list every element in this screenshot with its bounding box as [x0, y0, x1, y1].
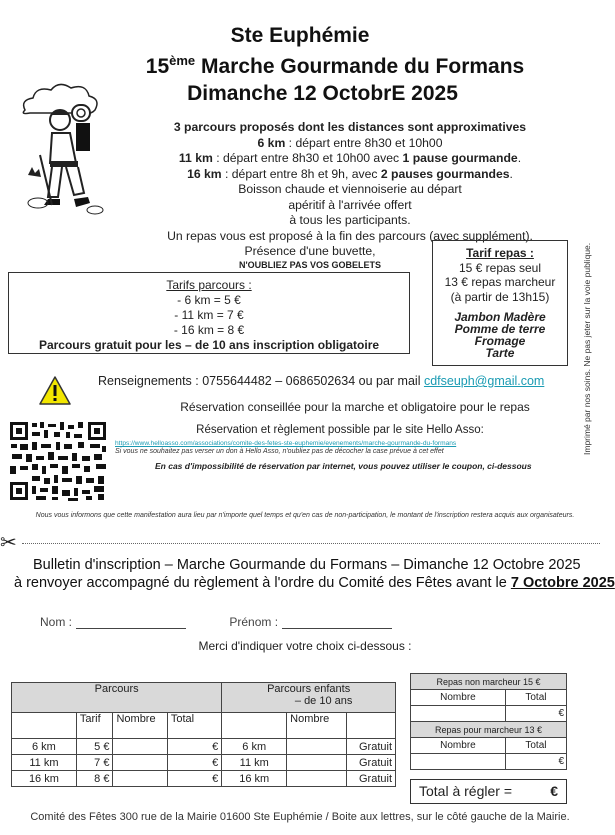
- cell-child-price: Gratuit: [346, 771, 395, 787]
- cell-child-km: 6 km: [222, 739, 287, 755]
- route-km: 16 km: [187, 166, 222, 181]
- cell-km: 11 km: [12, 755, 77, 771]
- intro-heading: 3 parcours proposés dont les distances sont approximatives: [173, 120, 527, 134]
- route-end: .: [517, 151, 522, 165]
- cell-child-nombre-input[interactable]: [287, 755, 347, 771]
- nombre-marcheur-input[interactable]: [411, 754, 506, 770]
- route-extra: 1 pause gourmande: [402, 151, 518, 165]
- col-total: Total: [505, 738, 566, 754]
- table-row: [12, 755, 396, 771]
- place-title: Ste Euphémie: [230, 24, 370, 47]
- repas-item: 15 € repas seul: [458, 260, 542, 275]
- cell-total[interactable]: €: [167, 755, 221, 771]
- col-blank: [12, 713, 77, 739]
- route-text: : départ entre 8h et 9h, avec: [221, 166, 381, 181]
- footer-address: Comité des Fêtes 300 rue de la Mairie 01600 Ste Euphémie / Boite aux lettres, sur le côté gauche de la Mairie.: [30, 811, 570, 823]
- tarif-item: - 6 km = 5 €: [177, 293, 241, 307]
- nombre-non-marcheur-input[interactable]: [411, 706, 506, 722]
- route-text: : départ entre 8h30 et 10h00: [285, 135, 443, 150]
- tarifs-parcours-box: [8, 272, 410, 354]
- header-repas-marcheur: Repas pour marcheur 13 €: [411, 722, 567, 738]
- repas-table: [410, 673, 567, 770]
- col-blank: [222, 713, 287, 739]
- col-nombre: Nombre: [113, 713, 167, 739]
- total-currency: €: [550, 783, 558, 799]
- total-box[interactable]: [410, 779, 567, 804]
- parcours-table: [11, 682, 396, 787]
- tarif-repas-title: Tarif repas :: [466, 246, 534, 260]
- prenom-field[interactable]: [282, 628, 392, 629]
- bulletin-instructions: [14, 575, 615, 591]
- helloasso-section: [115, 424, 565, 471]
- repas-item: (à partir de 13h15): [450, 289, 550, 304]
- name-fields: [40, 615, 432, 629]
- don-note: Si vous ne souhaitez pas verser un don à Hello Asso, n'oubliez pas de décocher la case prévue à cet effet: [115, 448, 444, 455]
- cell-total[interactable]: €: [167, 739, 221, 755]
- cell-km: 16 km: [12, 771, 77, 787]
- header-repas-non-marcheur: Repas non marcheur 15 €: [411, 674, 567, 690]
- cell-nombre-input[interactable]: [113, 755, 167, 771]
- edition-number: 15: [145, 55, 170, 78]
- col-total: Total: [505, 690, 566, 706]
- cell-child-km: 16 km: [222, 771, 287, 787]
- cell-tarif: 8 €: [76, 771, 113, 787]
- renvoyer-text: à renvoyer accompagné du règlement à l'ordre du Comité des Fêtes avant le: [14, 575, 511, 591]
- cell-nombre-input[interactable]: [113, 739, 167, 755]
- merci-text: Merci d'indiquer votre choix ci-dessous :: [198, 639, 412, 653]
- route-end: .: [509, 166, 513, 181]
- tarif-item: - 16 km = 8 €: [173, 323, 245, 337]
- table-row: [12, 771, 396, 787]
- route-text: : départ entre 8h30 et 10h00 avec: [212, 151, 403, 165]
- col-blank: [346, 713, 395, 739]
- total-non-marcheur[interactable]: €: [505, 706, 566, 722]
- bulletin-title: Bulletin d'inscription – Marche Gourmande du Formans – Dimanche 12 Octobre 2025: [33, 557, 581, 573]
- cell-child-price: Gratuit: [346, 755, 395, 771]
- cell-child-nombre-input[interactable]: [287, 771, 347, 787]
- cell-nombre-input[interactable]: [113, 771, 167, 787]
- weather-note: Nous vous informons que cette manifestation aura lieu par n'importe quel temps et qu'en cas de non-participation, le montant de l'inscription restera acquis aux organisateurs.: [35, 512, 575, 519]
- total-marcheur[interactable]: €: [505, 754, 566, 770]
- deadline: 7 Octobre 2025: [510, 575, 615, 591]
- reservation-note: Réservation conseillée pour la marche et obligatoire pour le repas: [180, 400, 530, 414]
- route-6km: [140, 136, 560, 152]
- route-16km: [140, 167, 560, 183]
- contact-line: [98, 374, 544, 388]
- event-name: Marche Gourmande du Formans: [201, 55, 525, 78]
- header-child-line1: Parcours enfants: [267, 683, 351, 695]
- cell-child-km: 11 km: [222, 755, 287, 771]
- cell-km: 6 km: [12, 739, 77, 755]
- route-km: 6 km: [257, 135, 286, 150]
- menu-item: Tarte: [485, 346, 515, 360]
- route-extra: 2 pauses gourmandes: [380, 166, 510, 181]
- cut-line: [22, 543, 600, 544]
- buvette-text: Présence d'une buvette,: [244, 244, 376, 258]
- header-child-line2: – de 10 ans: [294, 695, 353, 707]
- repas-text: Un repas vous est proposé à la fin des parcours (avec supplément).: [167, 228, 533, 243]
- gobelets-text: N'OUBLIEZ PAS VOS GOBELETS: [239, 259, 381, 270]
- tarif-repas-box: [432, 240, 568, 366]
- tarifs-note: Parcours gratuit pour les – de 10 ans inscription obligatoire: [38, 338, 380, 352]
- coupon-note: En cas d'impossibilité de réservation par internet, vous pouvez utiliser le coupon, ci-dessous: [155, 461, 532, 471]
- col-nombre: Nombre: [411, 690, 506, 706]
- helloasso-title: Réservation et règlement possible par le site Hello Asso:: [196, 424, 484, 436]
- repas-item: 13 € repas marcheur: [444, 275, 556, 289]
- participants-text: à tous les participants.: [289, 213, 411, 227]
- tarifs-parcours-title: Tarifs parcours :: [166, 278, 252, 292]
- cell-child-price: Gratuit: [346, 739, 395, 755]
- side-note-text: Imprimé par nos soins. Ne pas jeter sur la voie publique.: [582, 242, 592, 455]
- side-note: [580, 210, 596, 455]
- nom-field[interactable]: [76, 628, 186, 629]
- col-nombre-enfant: Nombre: [287, 713, 347, 739]
- menu-item: Jambon Madère: [454, 310, 546, 324]
- menu-item: Pomme de terre: [454, 322, 546, 336]
- aperitif-text: apéritif à l'arrivée offert: [288, 197, 412, 212]
- cell-tarif: 7 €: [76, 755, 113, 771]
- prenom-label: Prénom :: [229, 615, 279, 629]
- menu: [433, 311, 567, 359]
- helloasso-link[interactable]: https://www.helloasso.com/associations/comite-des-fetes-ste-euphemie/evenements/marche-gourmande-du-formans: [115, 440, 457, 447]
- header-parcours: Parcours: [12, 683, 222, 713]
- col-tarif: Tarif: [76, 713, 113, 739]
- table-row: [12, 739, 396, 755]
- cell-child-nombre-input[interactable]: [287, 739, 347, 755]
- total-label: Total à régler =: [419, 783, 512, 799]
- route-km: 11 km: [178, 151, 213, 165]
- header-parcours-enfants: [222, 683, 396, 713]
- tarif-item: - 11 km = 7 €: [174, 308, 244, 322]
- menu-item: Fromage: [474, 334, 526, 348]
- hiker-illustration-icon: [10, 75, 120, 225]
- contact-label: Renseignements : 0755644482 – 0686502634 ou par mail: [98, 374, 424, 388]
- nom-label: Nom :: [40, 615, 73, 629]
- edition-suffix: ème: [169, 53, 196, 68]
- qr-code-icon[interactable]: [8, 420, 108, 502]
- col-total: Total: [167, 713, 221, 739]
- email-link[interactable]: cdfseuph@gmail.com: [423, 374, 545, 388]
- route-11km: [140, 151, 560, 167]
- event-date: Dimanche 12 OctobrE 2025: [187, 82, 458, 105]
- scissors-icon: ✂: [0, 532, 17, 554]
- col-nombre: Nombre: [411, 738, 506, 754]
- cell-tarif: 5 €: [76, 739, 113, 755]
- cell-total[interactable]: €: [167, 771, 221, 787]
- boisson-text: Boisson chaude et viennoiserie au départ: [238, 182, 462, 196]
